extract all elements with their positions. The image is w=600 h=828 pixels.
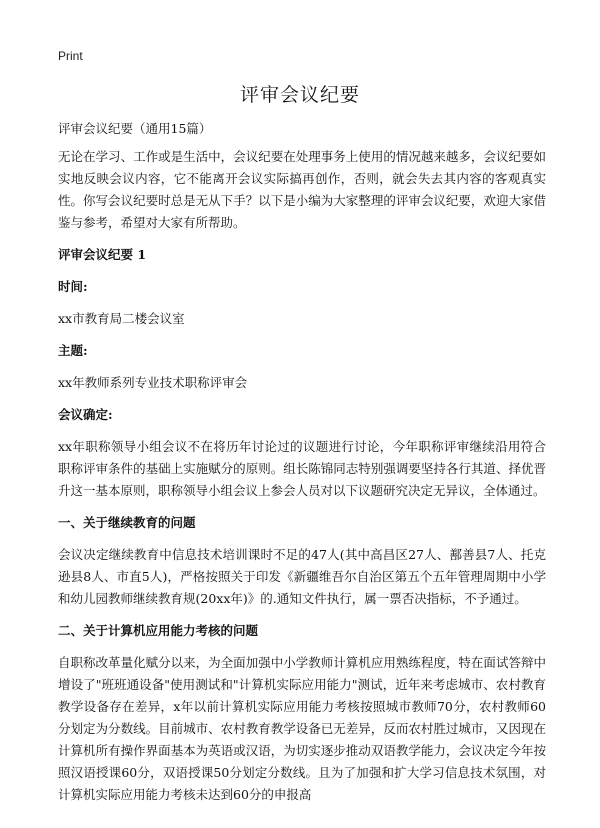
document-body bbox=[58, 118, 546, 806]
issue2-paragraph: 自职称改革量化赋分以来，为全面加强中小学教师计算机应用熟练程度，特在面试答辩中增设了"班班通设备"使用测试和"计算机实际应用能力"测试，近年来考虑城市、农村教育教学设备存在差异，x年以前计算机实际应用能力考核按照城市教师70分，农村教师60分划定为分数线。目前城市、农村教育教学设备已无差异，反而农村胜过城市，又因现在计算机所有操作界面基本为英语或汉语，为切实逐步推动双语教学能力，会议决定今年按照汉语授课60分，双语授课50分划定分数线。且为了加强和扩大学习信息技术氛围，对计算机实际应用能力考核未达到60分的申报高 bbox=[58, 655, 546, 802]
print-link[interactable]: Print bbox=[58, 49, 83, 63]
section-heading-1: 评审会议纪要 1 bbox=[58, 247, 147, 262]
document-subtitle: 评审会议纪要（通用15篇） bbox=[58, 121, 212, 136]
decision-paragraph: xx年职称领导小组会议不在将历年讨论过的议题进行讨论，今年职称评审继续沿用符合职称评审条件的基础上实施赋分的原则。组长陈锦同志特别强调要坚持各行其道、择优晋升这一基本原则，职称领导小组会议上参会人员对以下议题研究决定无异议，全体通过。 bbox=[58, 439, 546, 498]
decision-label: 会议确定: bbox=[58, 407, 113, 422]
time-label: 时间: bbox=[58, 279, 88, 294]
topic-value: xx年教师系列专业技术职称评审会 bbox=[58, 375, 248, 390]
time-value: xx市教育局二楼会议室 bbox=[58, 311, 185, 326]
issue2-heading: 二、关于计算机应用能力考核的问题 bbox=[58, 623, 259, 638]
page-title: 评审会议纪要 bbox=[239, 84, 360, 106]
issue1-paragraph: 会议决定继续教育中信息技术培训课时不足的47人(其中高昌区27人、鄯善县7人、托克逊县8人、市直5人)，严格按照关于印发《新疆维吾尔自治区第五个五年管理周期中小学和幼儿园教师继续教育规(20xx年)》的.通知文件执行，属一票否决指标，不予通过。 bbox=[58, 547, 546, 606]
issue1-heading: 一、关于继续教育的问题 bbox=[58, 515, 196, 530]
intro-paragraph: 无论在学习、工作或是生活中，会议纪要在处理事务上使用的情况越来越多，会议纪要如实地反映会议内容，它不能离开会议实际搞再创作，否则，就会失去其内容的客观真实性。你写会议纪要时总是无从下手？以下是小编为大家整理的评审会议纪要，欢迎大家借鉴与参考，希望对大家有所帮助。 bbox=[58, 149, 546, 230]
topic-label: 主题: bbox=[58, 343, 88, 358]
